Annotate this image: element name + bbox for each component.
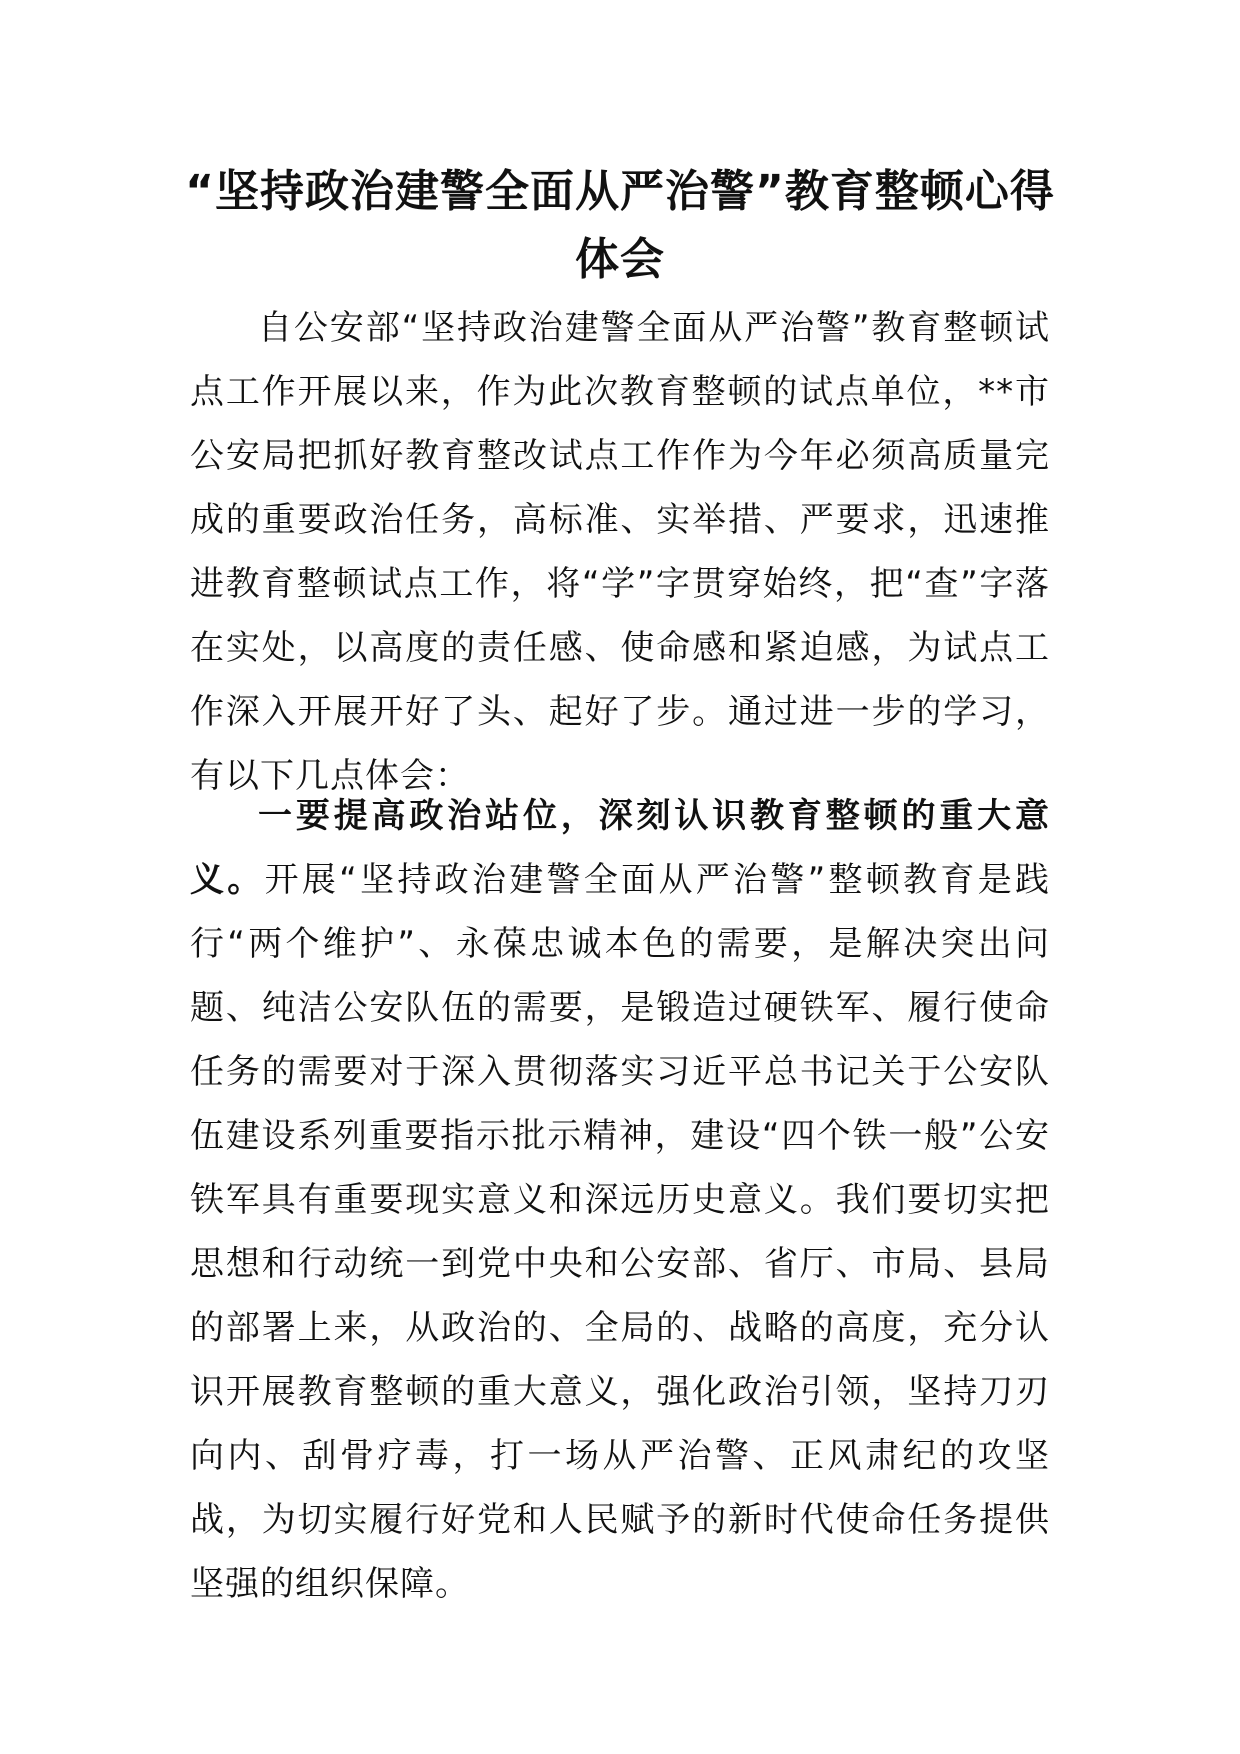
paragraph-intro: 自公安部“坚持政治建警全面从严治警”教育整顿试点工作开展以来，作为此次教育整顿的试点单位，**市公安局把抓好教育整改试点工作作为今年必须高质量完成的重要政治任务，高标准、实举措、严要求，迅速推进教育整顿试点工作，将“学”字贯穿始终，把“查”字落在实处，以高度的责任感、使命感和紧迫感，为试点工作深入开展开好了头、起好了步。通过进一步的学习，有以下几点体会：: [190, 308, 1050, 796]
paragraph-point-one-heading: 一要提高政治站位，深刻认识教育整顿的重大意义。: [190, 796, 1050, 900]
paragraph-point-one: [190, 784, 1050, 1616]
paragraph-point-one-body: 开展“坚持政治建警全面从严治警”整顿教育是践行“两个维护”、永葆忠诚本色的需要，是解决突出问题、纯洁公安队伍的需要，是锻造过硬铁军、履行使命任务的需要对于深入贯彻落实习近平总书记关于公安队伍建设系列重要指示批示精神，建设“四个铁一般”公安铁军具有重要现实意义和深远历史意义。我们要切实把思想和行动统一到党中央和公安部、省厅、市局、县局的部署上来，从政治的、全局的、战略的高度，充分认识开展教育整顿的重大意义，强化政治引领，坚持刀刃向内、刮骨疗毒，打一场从严治警、正风肃纪的攻坚战，为切实履行好党和人民赋予的新时代使命任务提供坚强的组织保障。: [190, 860, 1050, 1604]
document-title: “坚持政治建警全面从严治警”教育整顿心得体会: [185, 166, 1055, 285]
